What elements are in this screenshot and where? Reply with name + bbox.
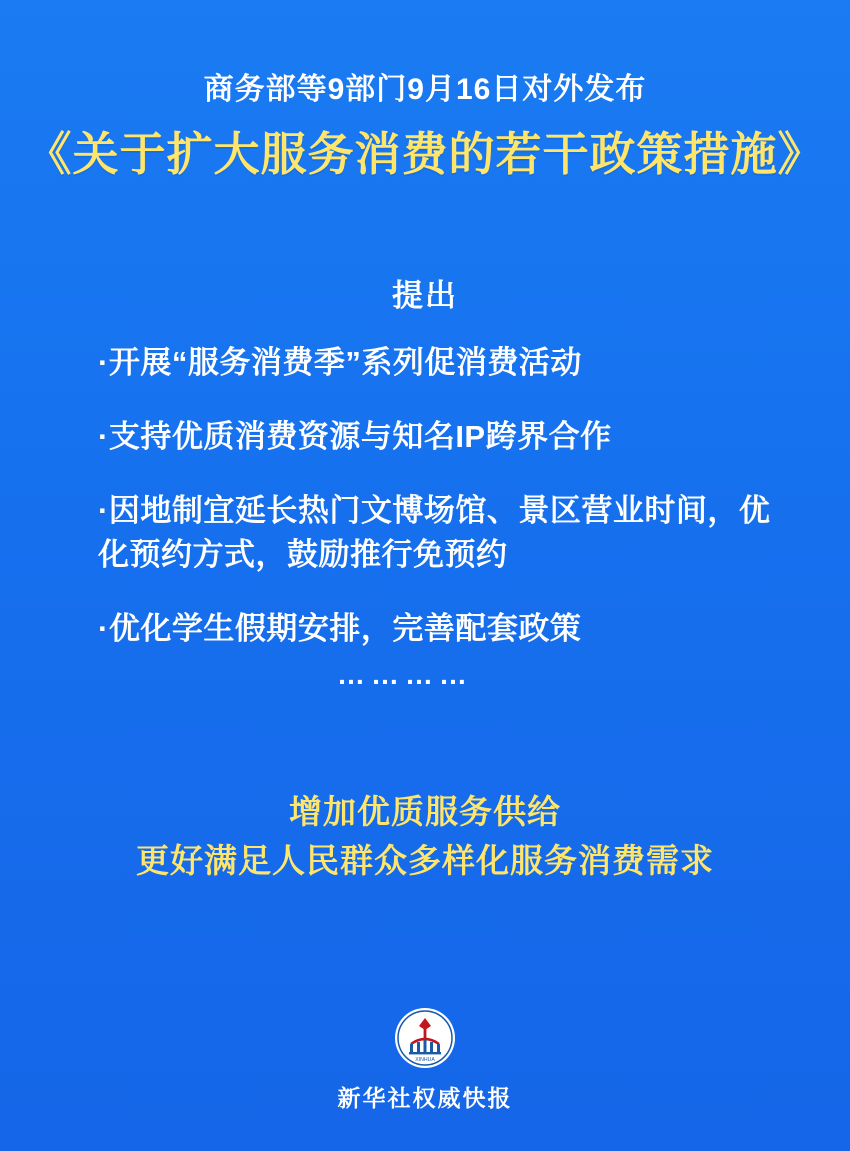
- main-content: [0, 270, 850, 691]
- page-title: 《关于扩大服务消费的若干政策措施》: [25, 128, 825, 180]
- logo-wordmark: XINHUA: [415, 1057, 435, 1063]
- kicker-text: 商务部等9部门9月16日对外发布: [203, 73, 647, 106]
- closing-block: [0, 787, 850, 886]
- list-item: ·支持优质消费资源与知名IP跨界合作: [98, 418, 612, 454]
- footer-block: [0, 1008, 850, 1113]
- points-list: [60, 341, 790, 651]
- list-item: ·因地制宜延长热门文博场馆、景区营业时间，优化预约方式，鼓励推行免预约: [98, 492, 771, 572]
- list-item: ·优化学生假期安排，完善配套政策: [98, 610, 582, 646]
- xinhua-logo-icon: [395, 1008, 455, 1068]
- closing-line-2: 更好满足人民群众多样化服务消费需求: [136, 842, 714, 880]
- ellipsis-text: …………: [337, 658, 473, 690]
- header-block: [0, 72, 850, 184]
- source-label: 新华社权威快报: [337, 1085, 513, 1111]
- list-item: ·开展“服务消费季”系列促消费活动: [98, 344, 582, 380]
- closing-line-1: 增加优质服务供给: [289, 792, 561, 830]
- lead-text: 提出: [392, 277, 458, 313]
